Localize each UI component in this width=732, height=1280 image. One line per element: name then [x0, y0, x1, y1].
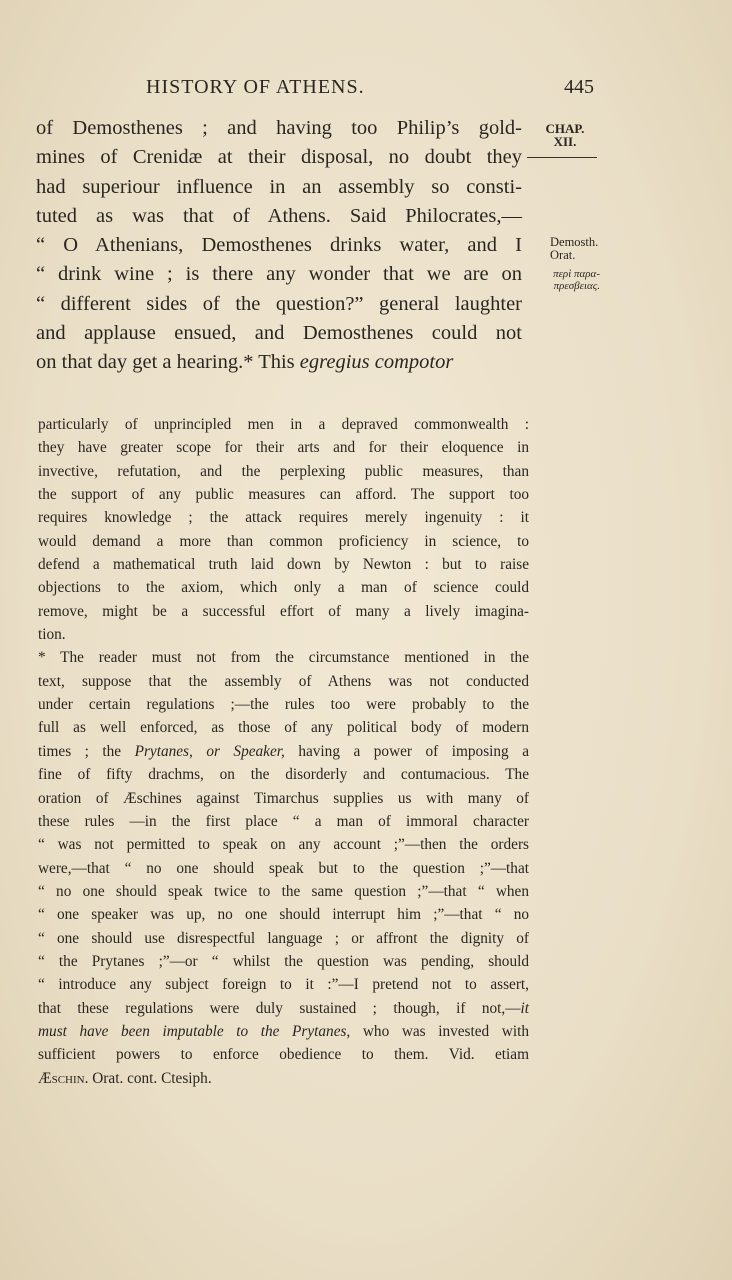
footnote-line: tion.: [38, 626, 66, 644]
footnote-line: * The reader must not from the circumstance mentioned in the: [38, 649, 529, 667]
footnote-continuation: [38, 413, 529, 646]
footnote-line: [38, 1020, 529, 1043]
footnote-line: under certain regulations ;—the rules too were probably to the: [38, 696, 529, 714]
footnote-text: that these regulations were duly sustained ; though, if not,—: [38, 999, 521, 1017]
footnote-line: [38, 740, 529, 763]
main-line: tuted as was that of Athens. Said Philocrates,—: [36, 204, 522, 227]
main-line: mines of Crenidæ at their disposal, no doubt they: [36, 146, 522, 169]
citation-work: Orat.: [550, 247, 576, 262]
footnote-line: would demand a more than common proficiency in science, to: [38, 532, 529, 550]
footnote-line: “ introduce any subject foreign to it :”—I pretend not to assert,: [38, 976, 529, 994]
footnote-line: [38, 1067, 529, 1090]
greek-margin-note: [526, 268, 600, 292]
footnote-line: remove, might be a successful effort of many a lively imagina-: [38, 602, 529, 620]
footnote-line: particularly of unprincipled men in a depraved commonwealth :: [38, 416, 529, 433]
chapter-margin-note: [538, 122, 592, 148]
running-head: [0, 76, 732, 106]
greek-title-1: περὶ παρα-: [553, 268, 600, 280]
footnote-line: “ one should use disrespectful language ; or affront the dignity of: [38, 929, 529, 947]
footnote-italic: Prytanes, or Speaker,: [134, 742, 285, 760]
footnote-text: Orat. cont. Ctesiph.: [88, 1069, 212, 1087]
main-line: and applause ensued, and Demosthenes could not: [36, 322, 522, 345]
footnote-line: they have greater scope for their arts and for their eloquence in: [38, 439, 529, 457]
greek-title-2: πρεσβειας.: [553, 280, 600, 292]
main-line: had superiour influence in an assembly so consti-: [36, 175, 522, 198]
main-line: of Demosthenes ; and having too Philip’s gold-: [36, 117, 522, 139]
footnote-line: oration of Æschines against Timarchus supplies us with many of: [38, 789, 529, 807]
footnote-line: “ the Prytanes ;”—or “ whilst the question was pending, should: [38, 952, 529, 970]
main-line: “ O Athenians, Demosthenes drinks water, and I: [36, 234, 522, 257]
running-title: HISTORY OF ATHENS.: [146, 76, 365, 98]
chapter-rule: [527, 157, 597, 158]
footnote-line: requires knowledge ; the attack requires merely ingenuity : it: [38, 509, 529, 527]
footnote-line: text, suppose that the assembly of Athens was not conducted: [38, 672, 529, 690]
page-number: 445: [564, 76, 594, 98]
footnote-star: [38, 646, 529, 1090]
footnote-text: times ; the: [38, 742, 135, 760]
footnote-text: having a power of imposing a: [284, 742, 529, 760]
footnote-line: the support of any public measures can afford. The support too: [38, 486, 529, 504]
citation-margin-note: [550, 236, 600, 261]
main-text: [36, 114, 522, 378]
footnote-line: objections to the axiom, which only a man of science could: [38, 579, 529, 597]
main-line-last: [36, 348, 522, 377]
main-line: “ different sides of the question?” general laughter: [36, 292, 522, 315]
footnote-line: fine of fifty drachms, on the disorderly and contumacious. The: [38, 766, 529, 784]
footnote-italic: it: [520, 999, 529, 1017]
footnote-line: defend a mathematical truth laid down by Newton : but to raise: [38, 556, 529, 574]
footnote-line: “ one speaker was up, no one should interrupt him ;”—that “ no: [38, 906, 529, 924]
footnote-line: [38, 997, 529, 1020]
footnote-line: “ no one should speak twice to the same question ;”—that “ when: [38, 882, 529, 900]
footnote-line: invective, refutation, and the perplexing public measures, than: [38, 462, 529, 480]
footnote-line: were,—that “ no one should speak but to the question ;”—that: [38, 859, 529, 877]
footnote-line: “ was not permitted to speak on any account ;”—then the orders: [38, 836, 529, 854]
footnote-line: these rules —in the first place “ a man of immoral character: [38, 812, 529, 830]
footnote-text: who was invested with: [350, 1022, 529, 1040]
footnote-line: full as well enforced, as those of any political body of modern: [38, 719, 529, 737]
chapter-number: XII.: [553, 134, 577, 149]
citation-author: Demosth.: [550, 235, 599, 249]
footnote-italic: must have been imputable to the Prytanes,: [38, 1022, 351, 1040]
footnotes: [38, 413, 529, 1090]
main-line: “ drink wine ; is there any wonder that we are on: [36, 263, 522, 286]
chapter-label: CHAP.: [545, 121, 585, 136]
footnote-line: sufficient powers to enforce obedience to them. Vid. etiam: [38, 1046, 529, 1064]
main-line-last-text: on that day get a hearing.* This: [36, 351, 300, 374]
main-line-last-italic: egregius compotor: [299, 351, 454, 374]
footnote-author: Æschin.: [38, 1069, 89, 1087]
